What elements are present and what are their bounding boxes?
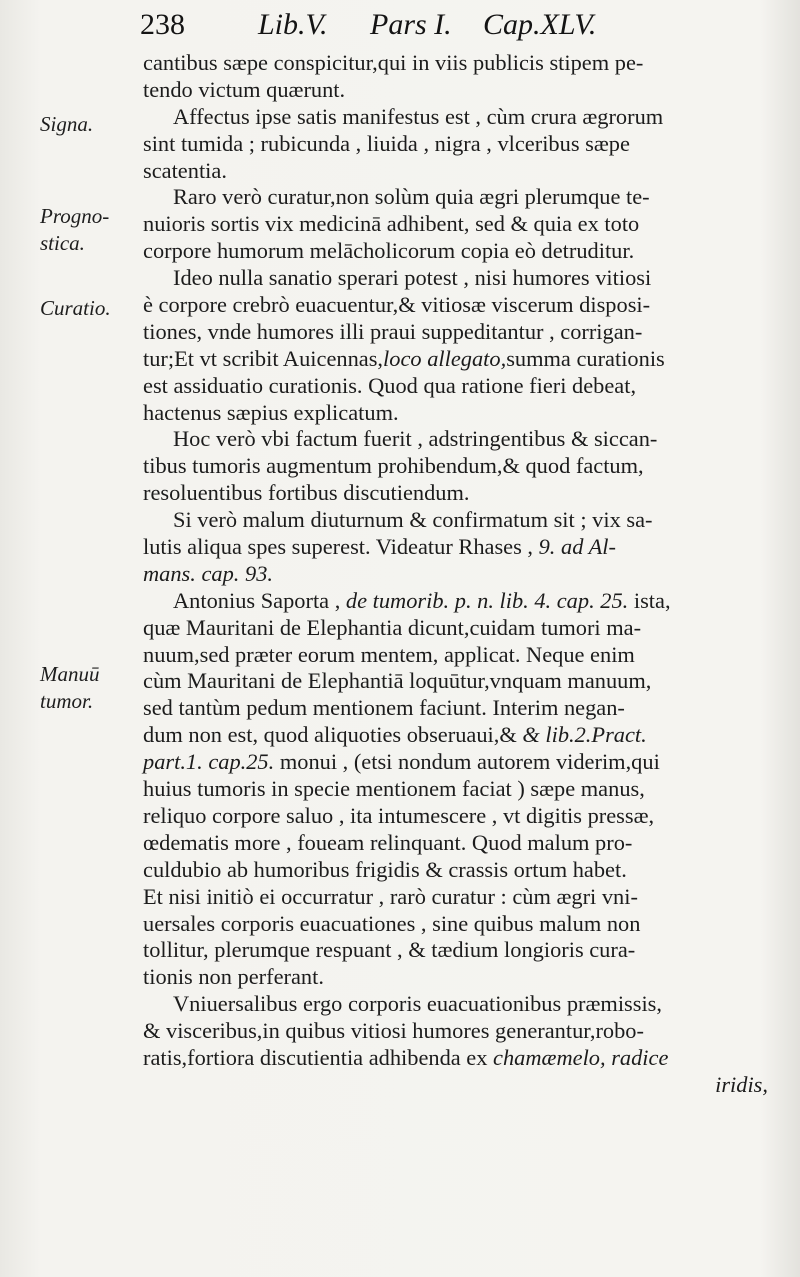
text-line (143, 722, 768, 749)
text-line: Hoc verò vbi factum fuerit , adstringentibus & siccan- (173, 426, 658, 452)
text-line (143, 1045, 768, 1072)
text-line: è corpore crebrò euacuentur,& vitiosæ viscerum disposi- (143, 292, 651, 318)
text-run: ratis,fortiora discutientia adhibenda ex (143, 1044, 494, 1070)
page-number: 238 (140, 8, 185, 41)
body-text (143, 50, 768, 1099)
text-line: Affectus ipse satis manifestus est , cùm crura ægrorum (173, 103, 664, 129)
text-line: œdematis more , foueam relinquant. Quod malum pro- (143, 829, 633, 855)
chapter-label: Cap.XLV. (483, 8, 597, 41)
citation: chamæmelo, radice (493, 1044, 669, 1070)
text-line: tionis non perferant. (143, 964, 324, 990)
text-line: corpore humorum melācholicorum copia eò detruditur. (143, 238, 635, 264)
text-line (143, 749, 768, 776)
text-line: quæ Mauritani de Elephantia dicunt,cuidam tumori ma- (143, 614, 642, 640)
text-line: reliquo corpore saluo , ita intumescere , vt digitis pressæ, (143, 802, 655, 828)
text-line: mans. cap. 93. (143, 560, 273, 586)
text-line: Ideo nulla sanatio sperari potest , nisi humores vitiosi (173, 265, 652, 291)
text-line: resoluentibus fortibus discutiendum. (143, 480, 470, 506)
text-run: ista, (628, 587, 671, 613)
text-line: Et nisi initiò ei occurratur , rarò curatur : cùm ægri vni- (143, 883, 638, 909)
text-line: nuioris sortis vix medicinā adhibent, sed & quia ex toto (143, 211, 640, 237)
citation: & lib.2.Pract. (522, 722, 647, 748)
margin-note-manuum-1: Manuū (40, 662, 100, 686)
text-line: tendo victum quærunt. (143, 76, 346, 102)
text-line: tibus tumoris augmentum prohibendum,& quod factum, (143, 453, 644, 479)
text-line: tollitur, plerumque respuant , & tædium longioris cura- (143, 937, 636, 963)
margin-note-signa: Signa. (40, 112, 94, 136)
book-label: Lib.V. (258, 8, 328, 41)
catchword: iridis, (715, 1071, 768, 1097)
text-line: cantibus sæpe conspicitur,qui in viis publicis stipem pe- (143, 50, 644, 75)
text-line: cùm Mauritani de Elephantiā loquūtur,vnquam manuum, (143, 668, 652, 694)
citation: loco allegato, (383, 345, 507, 371)
text-line: sed tantùm pedum mentionem faciunt. Interim negan- (143, 695, 625, 721)
margin-note-curatio: Curatio. (40, 296, 111, 320)
text-line: uersales corporis euacuationes , sine quibus malum non (143, 910, 641, 936)
text-line (143, 534, 768, 561)
text-line: Vniuersalibus ergo corporis euacuationibus præmissis, (173, 991, 662, 1017)
text-run: lutis aliqua spes superest. Videatur Rhases , (143, 534, 539, 560)
text-line (143, 588, 768, 615)
text-run: monui , (etsi nondum autorem viderim,qui (274, 749, 660, 775)
part-label: Pars I. (370, 8, 452, 41)
text-line: & visceribus,in quibus vitiosi humores generantur,robo- (143, 1018, 644, 1044)
running-header (140, 8, 780, 48)
text-line: tiones, vnde humores illi praui suppeditantur , corrigan- (143, 318, 643, 344)
citation: de tumorib. p. n. lib. 4. cap. 25. (345, 587, 629, 613)
margin-note-prognostica-2: stica. (40, 231, 85, 255)
text-run: tur;Et vt scribit Auicennas, (143, 345, 384, 371)
text-line: huius tumoris in specie mentionem faciat ) sæpe manus, (143, 776, 645, 802)
text-line: nuum,sed præter eorum mentem, applicat. Neque enim (143, 641, 635, 667)
citation: 9. ad Al- (538, 534, 616, 560)
text-run: summa curationis (506, 345, 665, 371)
text-line: scatentia. (143, 157, 227, 183)
text-run: Antonius Saporta , (173, 587, 346, 613)
margin-note-prognostica-1: Progno- (40, 204, 110, 228)
text-line (143, 346, 768, 373)
text-line: hactenus sæpius explicatum. (143, 399, 399, 425)
text-line: Si verò malum diuturnum & confirmatum sit ; vix sa- (173, 507, 653, 533)
text-line: sint tumida ; rubicunda , liuida , nigra , vlceribus sæpe (143, 130, 630, 156)
text-line: culdubio ab humoribus frigidis & crassis ortum habet. (143, 856, 627, 882)
text-line: Raro verò curatur,non solùm quia ægri plerumque te- (173, 184, 650, 210)
margin-note-manuum-2: tumor. (40, 689, 94, 713)
text-line: est assiduatio curationis. Quod qua ratione fieri debeat, (143, 372, 637, 398)
text-run: dum non est, quod aliquoties obseruaui,& (143, 722, 523, 748)
citation: part.1. cap.25. (143, 749, 275, 775)
